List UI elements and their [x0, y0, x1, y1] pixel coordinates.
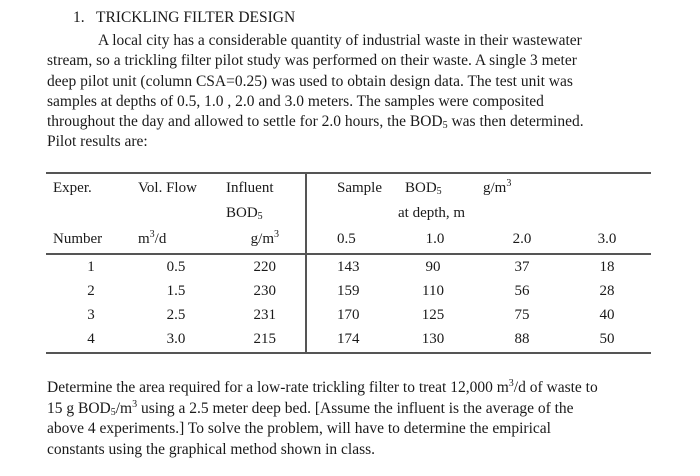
header-exper: Exper.: [53, 180, 92, 196]
intro-paragraph: [47, 31, 667, 153]
cell-exp: 4: [87, 331, 95, 347]
unit-text: /d: [154, 231, 167, 247]
cell-d30: 40: [599, 307, 615, 323]
problem-heading: [73, 9, 295, 27]
cell-exp: 3: [87, 307, 95, 323]
header-depth-2-0: 2.0: [512, 231, 532, 247]
subscript: 5: [257, 211, 263, 222]
intro-line: A local city has a considerable quantity of industrial waste in their wastewater: [98, 32, 582, 49]
header-sample-bod: [405, 180, 442, 197]
cell-influent: 231: [253, 307, 276, 323]
problem-number: 1.: [73, 9, 85, 26]
cell-flow: 0.5: [166, 259, 186, 275]
header-at-depth: at depth, m: [398, 205, 466, 221]
question-line: [47, 399, 667, 420]
unit-text: g/m: [483, 180, 507, 196]
cell-d20: 88: [514, 331, 530, 347]
table-column-divider: [305, 172, 307, 354]
superscript: 3: [132, 398, 138, 410]
header-influent-bod: [226, 205, 263, 222]
question-text: /d of waste to: [513, 379, 598, 396]
question-text: using a 2.5 meter deep bed. [Assume the influent is the average of the: [137, 399, 574, 417]
cell-d10: 130: [421, 331, 445, 347]
table-bottom-rule: [46, 352, 651, 354]
unit-text: m: [138, 231, 150, 247]
cell-influent: 220: [253, 259, 276, 275]
superscript: 3: [508, 378, 514, 389]
cell-d20: 37: [514, 259, 530, 275]
question-line: [47, 378, 667, 399]
cell-d10: 90: [425, 259, 441, 275]
intro-text: throughout the day and allowed to settle for 2.0 hours, the BOD: [47, 113, 443, 131]
subscript: 5: [110, 406, 116, 418]
unit-text: g/m: [250, 231, 274, 247]
cell-influent: 215: [253, 331, 276, 347]
header-sample: Sample: [337, 180, 382, 196]
question-text: 15 g BOD: [47, 399, 111, 417]
intro-line: stream, so a trickling filter pilot study was performed on their waste. A single 3 meter: [47, 52, 577, 70]
cell-d10: 125: [421, 307, 445, 323]
header-depth-3-0: 3.0: [597, 231, 617, 247]
cell-influent: 230: [253, 283, 276, 299]
bod-text: BOD: [226, 205, 258, 221]
header-influent-unit: [251, 231, 279, 248]
header-number: Number: [53, 231, 103, 247]
subscript: 5: [442, 120, 448, 132]
cell-d20: 56: [514, 283, 530, 299]
cell-d05: 143: [337, 259, 360, 275]
bod-text: BOD: [405, 180, 437, 196]
intro-text: was then determined.: [447, 113, 584, 131]
header-vol-flow: Vol. Flow: [138, 180, 197, 196]
cell-exp: 2: [87, 283, 95, 299]
header-depth-0-5: 0.5: [337, 231, 356, 247]
table-header-rule: [46, 253, 651, 255]
cell-exp: 1: [87, 259, 95, 275]
header-flow-unit: [138, 231, 166, 248]
header-influent: Influent: [226, 180, 274, 196]
header-depth-1-0: 1.0: [425, 231, 445, 247]
intro-line: deep pilot unit (column CSA=0.25) was used to obtain design data. The test unit was: [47, 72, 573, 90]
intro-line: [47, 112, 667, 132]
question-text: Determine the area required for a low-rate trickling filter to treat 12,000 m: [47, 379, 509, 396]
cell-d05: 159: [337, 283, 360, 299]
cell-d10: 110: [422, 283, 444, 299]
cell-d30: 18: [599, 259, 615, 275]
problem-title: TRICKLING FILTER DESIGN: [95, 9, 296, 26]
cell-flow: 2.5: [166, 307, 186, 323]
superscript: 3: [274, 229, 279, 240]
cell-d20: 75: [514, 307, 530, 323]
cell-flow: 3.0: [166, 331, 186, 347]
superscript: 3: [506, 178, 512, 189]
header-sample-unit: [483, 180, 511, 197]
table-top-rule: [46, 172, 651, 174]
question-text: /m: [115, 399, 133, 417]
question-line: above 4 experiments.] To solve the problem, will have to determine the empirical: [47, 420, 551, 437]
cell-d30: 28: [599, 283, 615, 299]
subscript: 5: [436, 186, 442, 197]
cell-flow: 1.5: [166, 283, 186, 299]
intro-line: samples at depths of 0.5, 1.0 , 2.0 and 3.0 meters. The samples were composited: [47, 92, 544, 110]
cell-d30: 50: [599, 331, 615, 347]
cell-d05: 174: [337, 331, 360, 347]
superscript: 3: [149, 229, 155, 240]
intro-line: Pilot results are:: [47, 133, 148, 151]
cell-d05: 170: [337, 307, 360, 323]
question-paragraph: [47, 378, 667, 460]
question-line: constants using the graphical method shown in class.: [47, 440, 376, 458]
